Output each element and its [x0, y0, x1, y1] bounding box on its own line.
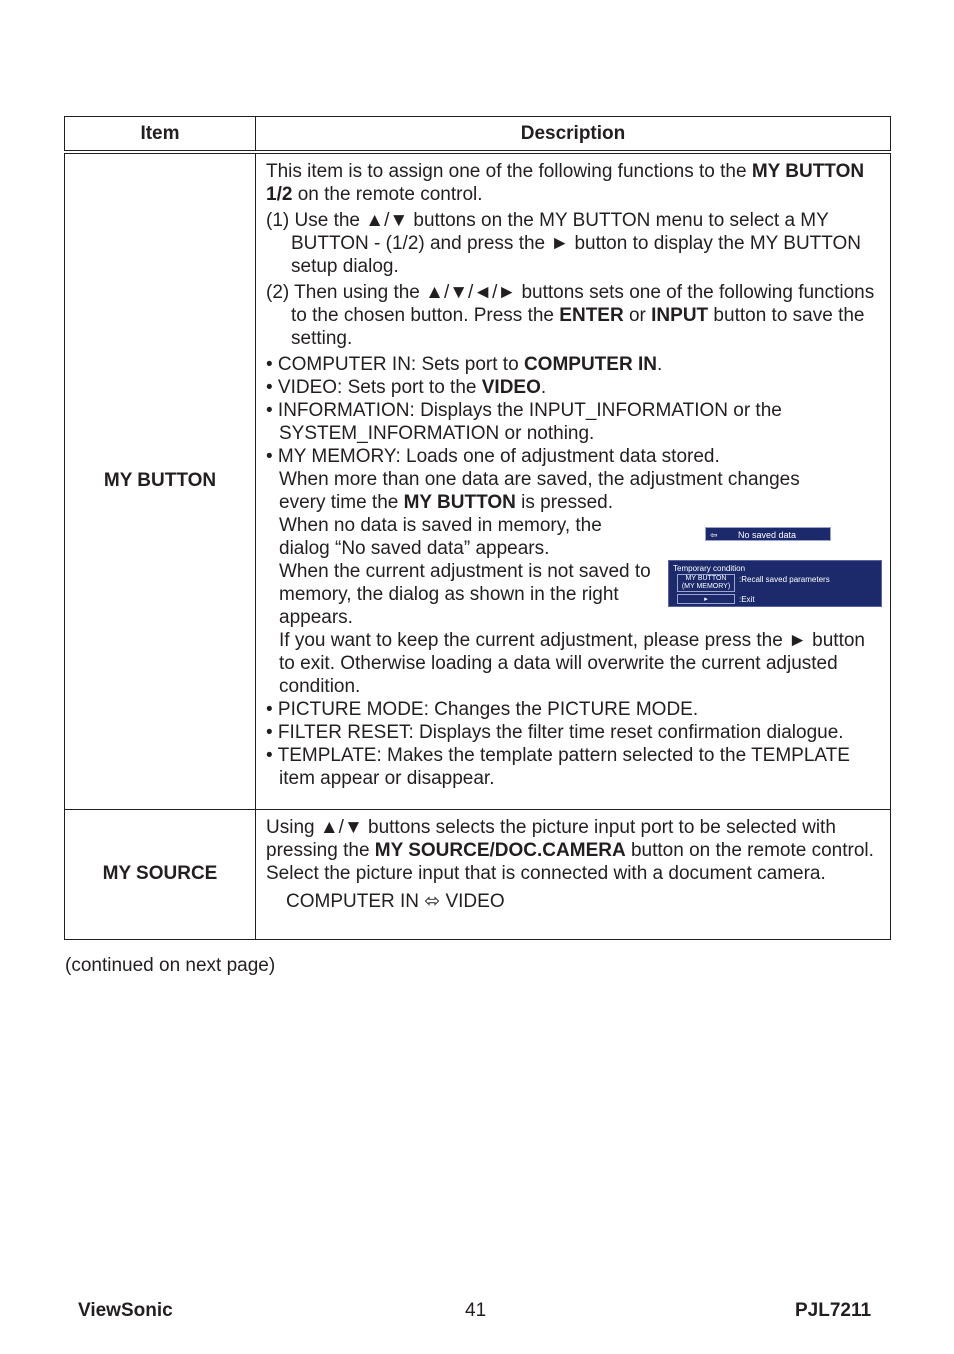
footer-model: PJL7211 [795, 1300, 872, 1321]
header-item: Item [65, 117, 256, 153]
header-description: Description [256, 117, 891, 153]
memory-multi-data: When more than one data are saved, the adjustment changes every time the MY BUTTON is pressed. [279, 469, 800, 513]
dialog-title: Temporary condition [673, 564, 746, 573]
item-my-source: MY SOURCE [65, 809, 256, 939]
temporary-condition-dialog [668, 560, 882, 607]
intro-text: This item is to assign one of the following functions to the MY BUTTON 1/2 on the remote control. [266, 161, 865, 205]
step-1: (1) Use the ▲/▼ buttons on the MY BUTTON menu to select a MY BUTTON - (1/2) and press the ► button to display the MY BUTTON setup dialog. [266, 210, 862, 277]
bullet-video: • VIDEO: Sets port to the VIDEO. [266, 377, 547, 398]
back-arrow-icon: ⇦ [710, 530, 718, 540]
my-button-key: MY BUTTON (MY MEMORY) [677, 574, 735, 592]
no-saved-data-dialog [705, 527, 831, 541]
bullet-template: • TEMPLATE: Makes the template pattern selected to the TEMPLATE item appear or disappear. [266, 745, 850, 789]
exit-text: :Exit [739, 595, 755, 604]
item-my-button: MY BUTTON [65, 152, 256, 809]
memory-no-data: When no data is saved in memory, the dialog “No saved data” appears. [279, 515, 602, 559]
bullet-information: • INFORMATION: Displays the INPUT_INFORMATION or the SYSTEM_INFORMATION or nothing. [266, 400, 782, 444]
description-my-button [256, 152, 891, 809]
table-row [65, 809, 891, 939]
description-my-source [256, 809, 891, 939]
memory-not-saved: When the current adjustment is not saved to memory, the dialog as shown in the right appears. [279, 561, 651, 628]
memory-keep-adjustment: If you want to keep the current adjustment, please press the ► button to exit. Otherwise loading a data will overwrite the current adjusted condition. [279, 630, 865, 697]
my-source-usage: Using ▲/▼ buttons selects the picture input port to be selected with pressing the MY SOURCE/DOC.CAMERA button on the remote control. [266, 816, 874, 861]
bullet-filter-reset: • FILTER RESET: Displays the filter time reset confirmation dialogue. [266, 722, 844, 743]
footer-page-number: 41 [465, 1300, 487, 1321]
right-arrow-key-icon: ▸ [677, 594, 735, 604]
table-row [65, 152, 891, 809]
my-source-options: COMPUTER IN ⬄ VIDEO [286, 890, 505, 912]
step-2: (2) Then using the ▲/▼/◄/► buttons sets one of the following functions to the chosen button. Press the ENTER or INPUT button to save the setting. [266, 282, 875, 349]
recall-text: :Recall saved parameters [739, 575, 830, 584]
footer-brand: ViewSonic [78, 1300, 173, 1321]
dialog-text: No saved data [738, 530, 797, 540]
my-source-select: Select the picture input that is connected with a document camera. [266, 862, 826, 884]
bullet-my-memory: • MY MEMORY: Loads one of adjustment data stored. [266, 446, 720, 467]
bullet-computer-in: • COMPUTER IN: Sets port to COMPUTER IN. [266, 354, 663, 375]
table-header-row [65, 117, 891, 153]
continued-note: (continued on next page) [65, 955, 276, 976]
bullet-picture-mode: • PICTURE MODE: Changes the PICTURE MODE. [266, 699, 699, 720]
